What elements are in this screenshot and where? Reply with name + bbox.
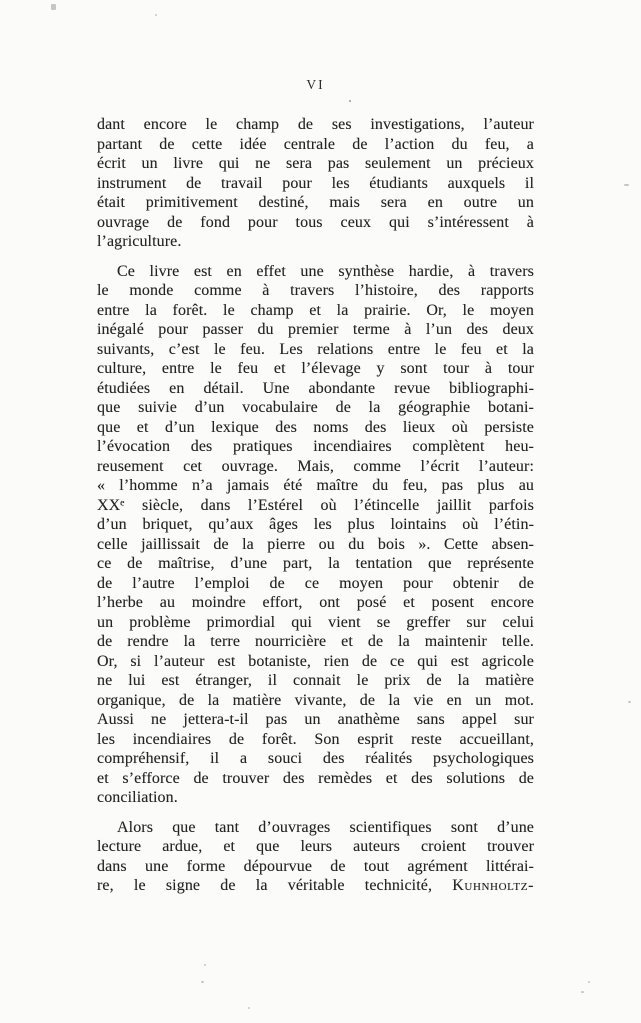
paragraph [97, 115, 534, 252]
text-line: ne lui est étranger, il connait le prix de la matière [97, 672, 534, 689]
text-line: le monde comme à travers l’histoire, des rapports [97, 282, 534, 299]
text-line: dans une forme dépourvue de tout agrément littérai- [97, 857, 534, 875]
scan-speck [628, 701, 631, 703]
text-line: XXᵉ siècle, dans l’Estérel où l’étincelle jaillit parfois [97, 496, 534, 514]
text-line: ce de maîtrise, d’une part, la tentation que représente [97, 555, 534, 572]
text-fragment: re, le signe de la véritable technicité, [97, 877, 453, 894]
text-line: instrument de travail pour les étudiants auxquels il [97, 174, 534, 192]
scan-speck [155, 14, 157, 16]
page-text [97, 115, 534, 896]
author-name-smallcaps: Kuhnholtz- [452, 877, 534, 894]
text-line: l’agriculture. [97, 233, 182, 250]
text-line: inégalé pour passer du premier terme à l’un des deux [97, 321, 534, 338]
scan-speck [201, 981, 204, 983]
text-line: d’un briquet, qu’aux âges les plus lointains où l’étin- [97, 516, 534, 533]
text-line: de l’autre l’emploi de ce moyen pour obtenir de [97, 574, 534, 592]
text-line: les incendiaires de forêt. Son esprit reste accueillant, [97, 730, 534, 748]
text-line: ouvrage de fond pour tous ceux qui s’intéressent à [97, 213, 534, 231]
text-line: « l’homme n’a jamais été maître du feu, pas plus au [97, 477, 534, 494]
text-line: Ce livre est en effet une synthèse hardie, à travers [117, 262, 534, 280]
text-line: organique, de la matière vivante, de la vie en un mot. [97, 691, 534, 709]
text-line: suivants, c’est le feu. Les relations entre le feu et la [97, 340, 534, 358]
text-line: Alors que tant d’ouvrages scientifiques sont d’une [117, 818, 534, 836]
text-line: l’herbe au moindre effort, ont posé et posent encore [97, 594, 534, 611]
scan-speck [204, 964, 206, 966]
paragraph [97, 262, 534, 808]
scan-speck [51, 4, 56, 10]
scan-speck [581, 991, 584, 993]
text-line: celle jaillissait de la pierre ou du bois ». Cette absen- [97, 535, 534, 553]
text-line: étudiées en détail. Une abondante revue bibliographi- [97, 379, 534, 397]
text-line: reusement cet ouvrage. Mais, comme l’écrit l’auteur: [97, 457, 534, 475]
text-line: de rendre la terre nourricière et de la maintenir telle. [97, 633, 534, 650]
scan-speck [248, 1007, 250, 1009]
text-line: et s’efforce de trouver des remèdes et des solutions de [97, 769, 534, 787]
scan-speck [624, 184, 629, 186]
text-line: conciliation. [97, 789, 178, 806]
text-line: dant encore le champ de ses investigations, l’auteur [97, 116, 534, 133]
text-line: que et d’un lexique des noms des lieux où persiste [97, 418, 534, 436]
text-line: écrit un livre qui ne sera pas seulement un précieux [97, 155, 534, 172]
scan-speck [588, 981, 590, 983]
scan-speck [349, 100, 351, 102]
text-line: compréhensif, il a souci des réalités psychologiques [97, 750, 534, 767]
text-line: culture, entre le feu et l’élevage y sont tour à tour [97, 360, 534, 377]
text-line [97, 876, 534, 896]
page-number: VI [306, 77, 325, 92]
text-line: que suivie d’un vocabulaire de la géographie botani- [97, 399, 534, 416]
text-line: l’évocation des pratiques incendiaires complètent heu- [97, 438, 534, 455]
text-line: partant de cette idée centrale de l’action du feu, a [97, 135, 534, 153]
text-line: Aussi ne jettera-t-il pas un anathème sans appel sur [97, 711, 534, 728]
text-line: Or, si l’auteur est botaniste, rien de ce qui est agricole [97, 652, 534, 670]
paragraph [97, 818, 534, 896]
text-line: lecture ardue, et que leurs auteurs croient trouver [97, 838, 534, 855]
text-line: un problème primordial qui vient se greffer sur celui [97, 613, 534, 631]
text-line: était primitivement destiné, mais sera en outre un [97, 194, 534, 211]
text-line: entre la forêt. le champ et la prairie. Or, le moyen [97, 301, 534, 319]
